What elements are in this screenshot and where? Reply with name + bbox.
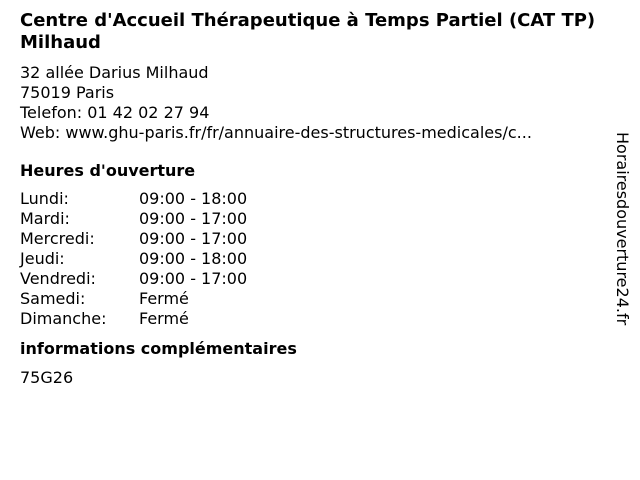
day-hours: 09:00 - 17:00 — [139, 269, 248, 288]
hours-row — [20, 289, 605, 309]
city-postal: 75019 Paris — [20, 83, 115, 102]
hours-heading: Heures d'ouverture — [20, 161, 196, 180]
day-label: Jeudi: — [20, 249, 65, 268]
day-label: Dimanche: — [20, 309, 107, 328]
place-title: Centre d'Accueil Thérapeutique à Temps Partiel (CAT TP) Milhaud — [20, 10, 596, 53]
info-code: 75G26 — [20, 368, 74, 387]
day-label: Mercredi: — [20, 229, 95, 248]
hours-table — [20, 189, 605, 329]
day-label: Mardi: — [20, 209, 70, 228]
website-link[interactable]: Web: www.ghu-paris.fr/fr/annuaire-des-structures-medicales/c... — [20, 123, 532, 142]
hours-row — [20, 309, 605, 329]
street-address: 32 allée Darius Milhaud — [20, 63, 209, 82]
day-label: Vendredi: — [20, 269, 96, 288]
day-hours: 09:00 - 17:00 — [139, 229, 248, 248]
hours-row — [20, 249, 605, 269]
day-hours: Fermé — [139, 309, 189, 328]
hours-row — [20, 189, 605, 209]
day-label: Samedi: — [20, 289, 86, 308]
address-block — [20, 63, 605, 143]
phone-number[interactable]: Telefon: 01 42 02 27 94 — [20, 103, 210, 122]
place-card — [20, 10, 605, 388]
day-hours: 09:00 - 17:00 — [139, 209, 248, 228]
hours-row — [20, 229, 605, 249]
day-hours: Fermé — [139, 289, 189, 308]
hours-row — [20, 209, 605, 229]
day-hours: 09:00 - 18:00 — [139, 189, 248, 208]
brand-watermark: Horairesdouverture24.fr — [613, 132, 632, 326]
day-label: Lundi: — [20, 189, 69, 208]
hours-row — [20, 269, 605, 289]
info-heading: informations complémentaires — [20, 339, 297, 358]
day-hours: 09:00 - 18:00 — [139, 249, 248, 268]
